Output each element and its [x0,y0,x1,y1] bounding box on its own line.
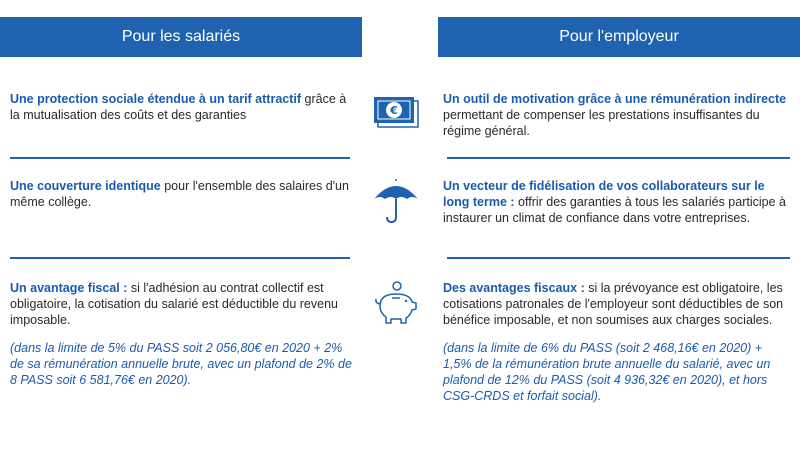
row3-salaries [10,280,355,388]
row3-employeur-text: si la prévoyance est obligatoire, les cotisations patronales de l'employeur sont déductibles de son bénéfice imposable, et non soumises aux charges sociales. [443,281,784,327]
row1-salaries-strong: Une protection sociale étendue à un tarif attractif [10,92,302,106]
euro-banknote-icon [370,85,422,137]
row3-salaries-strong: Un avantage fiscal : [10,281,128,295]
row2-salaries-strong: Une couverture identique [10,179,161,193]
row1-employeur [443,91,793,139]
divider-left-2 [10,257,350,259]
row3-employeur-note: (dans la limite de 6% du PASS (soit 2 468,16€ en 2020) + 1,5% de la rémunération brute annuelle du salarié, avec un plafond de 12% du PASS (soit 4 936,32€ en 2020), et hors CSG-CRDS et forfait social). [443,341,771,403]
divider-left-1 [10,157,350,159]
divider-right-1 [447,157,790,159]
row3-employeur [443,280,793,404]
header-salaries-label: Pour les salariés [121,28,241,45]
row2-employeur-text: offrir des garanties à tous les salariés participe à instaurer un climat de confiance dans votre entreprises. [443,195,786,225]
header-employeur [438,17,800,57]
row1-salaries-text: grâce à la mutualisation des coûts et des garanties [10,92,347,122]
row2-salaries-text: pour l'ensemble des salaires d'un même collège. [10,179,349,209]
row2-salaries [10,178,355,210]
row1-salaries [10,91,355,123]
row1-employeur-text: permettant de compenser les prestations insuffisantes du régime général. [443,108,760,138]
row2-employeur-strong: Un vecteur de fidélisation de vos collaborateurs sur le long terme : [443,179,765,209]
divider-right-2 [447,257,790,259]
row3-salaries-note: (dans la limite de 5% du PASS soit 2 056,80€ en 2020 + 2% de sa rémunération annuelle brute, avec un plafond de 2% de 8 PASS soit 6 581,76€ en 2020). [10,341,352,387]
row3-employeur-strong: Des avantages fiscaux : [443,281,585,295]
svg-text:€: € [390,104,398,117]
row1-employeur-strong: Un outil de motivation grâce à une rémunération indirecte [443,92,787,106]
header-salaries [0,17,362,57]
row2-employeur [443,178,793,226]
row3-salaries-text: si l'adhésion au contrat collectif est obligatoire, la cotisation du salarié est déductible du revenu imposable. [10,281,338,327]
piggy-bank-icon [370,278,422,330]
umbrella-icon [370,175,422,227]
header-employeur-label: Pour l'employeur [559,28,679,45]
